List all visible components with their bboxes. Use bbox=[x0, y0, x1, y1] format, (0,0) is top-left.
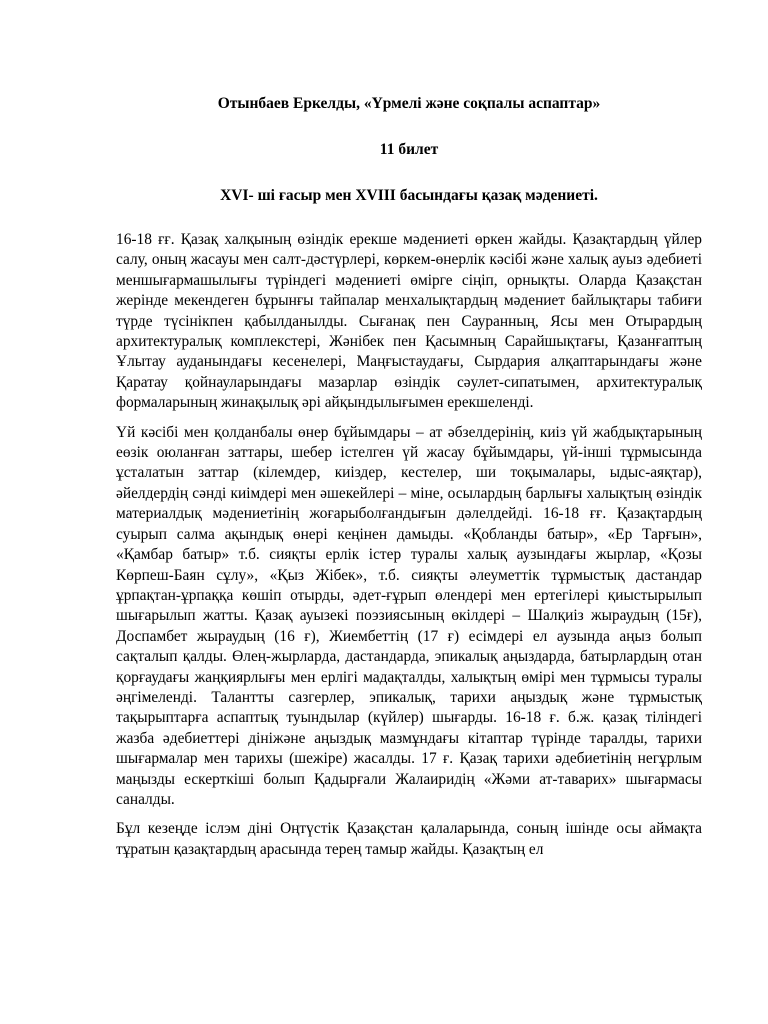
paragraph: Үй кәсібі мен қолданбалы өнер бұйымдары – ат әбзелдерінің, киіз үй жабдықтарының еөзік оюланған заттары, шебер істелген үй жасау бұйымдары, үй-інші тұрмысында ұсталатын заттар (кілемдер, киіздер, кестелер, ши тоқымалары, ыдыс-аяқтар), әйелдердің сәнді киімдері мен әшекейлері – міне, осылардың барлығы халықтың өзіндік материалдық мәдениетінің жоғарыболғандығын дәлелдейді. 16-18 ғғ. Қазақтардың суырып салма ақындық өнері кеңінен дамыды. «Қобланды батыр», «Ер Тарғын», «Қамбар батыр» т.б. сияқты ерлік істер туралы халық аузындағы жырлар, «Қозы Көрпеш-Баян сұлу», «Қыз Жібек», т.б. сияқты әлеуметтік тұрмыстық дастандар ұрпақтан-ұрпаққа көшіп отырды, әдет-ғұрып өлендері мен ертегілері қиыстырылып шығарылып жатты. Қазақ ауызекі поэзиясының өкілдері – Шалқиіз жыраудың (15ғ), Доспамбет жыраудың (16 ғ), Жиембеттің (17 ғ) есімдері ел аузында аңыз болып сақталып қалды. Өлең-жырларда, дастандарда, эпикалық аңыздарда, батырлардың отан қорғаудағы жаңқиярлығы мен ерлігі мадақталды, халықтың өмірі мен тұрмысы туралы әңгімеленді. Талантты сазгерлер, эпикалық, тарихи аңыздық және тұрмыстық тақырыптарға аспаптық туындылар (күйлер) шығарды. 16-18 ғ. б.ж. қазақ тіліндегі жазба әдебиеттері дініжәне аңыздық мазмұндағы кітаптар түрінде таралды, тарихи шығармалар мен тарихы (шежіре) жасалды. 17 ғ. Қазақ тарихи әдебиетінің негұрлым маңызды ескерткіші болып Қадырғали Жалаиридің «Жәми ат-таварих» шығармасы саналды. bbox=[116, 423, 702, 808]
section-heading: XVI- шi ғасыр мен XVIII басындағы қазақ мәдениеті. bbox=[220, 187, 598, 204]
paragraph: 16-18 ғғ. Қазақ халқының өзіндік ерекше мәдениеті өркен жайды. Қазақтардың үйлер салу, оның жасауы мен салт-дәстүрлері, көркем-өнерлік кәсібі және халық ауыз әдебиеті меншығармашылығы түріндегі мәдениеті өмірге сіңіп, орнықты. Оларда Қазақстан жерінде мекендеген бұрынғы тайпалар менхалықтардың мәдениет байлықтары табиғи түрде түсінікпен қабылданылды. Сығанақ пен Сауранның, Ясы мен Отырардың архитектуралық комплекстері, Жәнібек пен Қасымның Сарайшықтағы, Қазанғаптың Ұлытау ауданындағы кесенелері, Маңғыстаудағы, Сырдария алқаптарындағы және Қаратау қойнауларындағы мазарлар өзіндік сәулет-сипатымен, архитектуралық формаларының жинақылық әрі айқындылығымен ерекшеленді. bbox=[116, 231, 702, 412]
document-page bbox=[116, 94, 702, 860]
paragraph: Бұл кезеңде іслэм діні Оңтүстік Қазақстан қалаларында, соның ішінде осы аймақта тұратын қазақтардың арасында терең тамыр жайды. Қазақтың ел bbox=[116, 820, 702, 858]
document-title: Отынбаев Еркелды, «Үрмелі және соқпалы аспаптар» bbox=[217, 95, 601, 112]
ticket-number: 11 билет bbox=[379, 141, 439, 158]
